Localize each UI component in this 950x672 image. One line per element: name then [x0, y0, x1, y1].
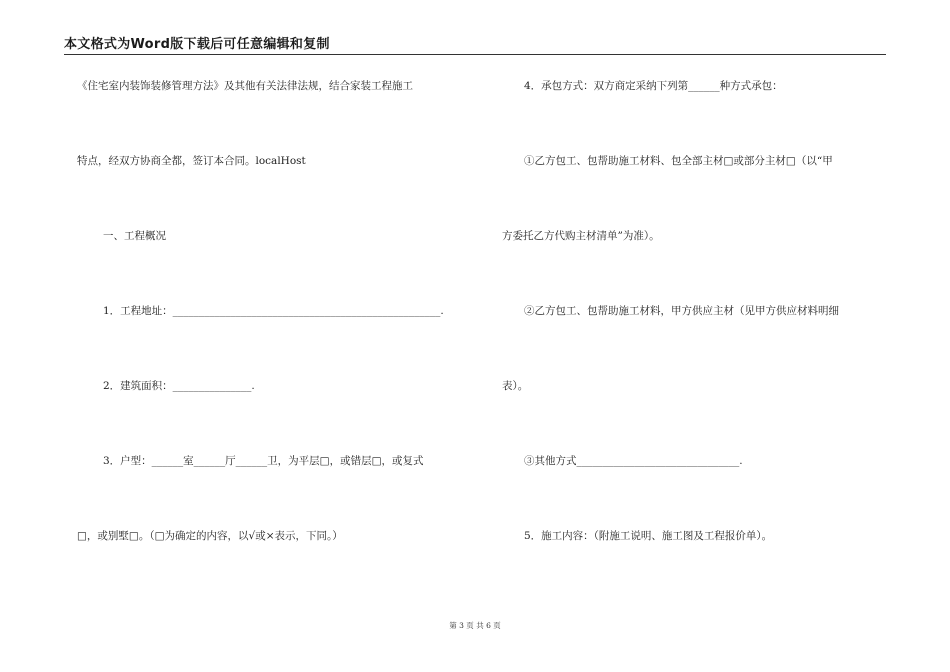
- left-line-address: 1．工程地址：___________________________________________________.: [103, 305, 444, 317]
- page-number: 第 3 页 共 6 页: [449, 621, 501, 630]
- right-line-option-2-cont: 表）。: [502, 380, 529, 392]
- right-line-scope: 5．施工内容：（附施工说明、施工图及工程报价单）。: [524, 530, 773, 542]
- section-heading: 一、工程概况: [103, 230, 166, 242]
- header-title: 本文格式为Word版下载后可任意编辑和复制: [64, 37, 330, 52]
- right-line-option-2: ②乙方包工、包帮助施工材料，甲方供应主材（见甲方供应材料明细: [524, 305, 839, 317]
- right-line-option-3: ③其他方式_______________________________.: [524, 455, 743, 467]
- right-line-option-1: ①乙方包工、包帮助施工材料、包全部主材□或部分主材□（以“甲: [524, 155, 833, 167]
- left-line-area: 2．建筑面积：_______________.: [103, 380, 255, 392]
- left-line-1: 《住宅室内装饰装修管理方法》及其他有关法律法规，结合家装工程施工: [77, 80, 413, 92]
- right-line-option-1-cont: 方委托乙方代购主材清单”为准）。: [502, 230, 660, 242]
- left-line-2: 特点，经双方协商全都，签订本合同。localHost: [77, 155, 306, 167]
- left-line-layout: 3．户型：______室______厅______卫，为平层□，或错层□，或复式: [103, 455, 424, 467]
- right-line-contract-mode: 4．承包方式：双方商定采纳下列第______种方式承包：: [524, 80, 783, 92]
- page-header: [64, 30, 886, 55]
- left-line-layout-cont: □，或别墅□。（□为确定的内容，以√或×表示，下同。）: [77, 530, 343, 542]
